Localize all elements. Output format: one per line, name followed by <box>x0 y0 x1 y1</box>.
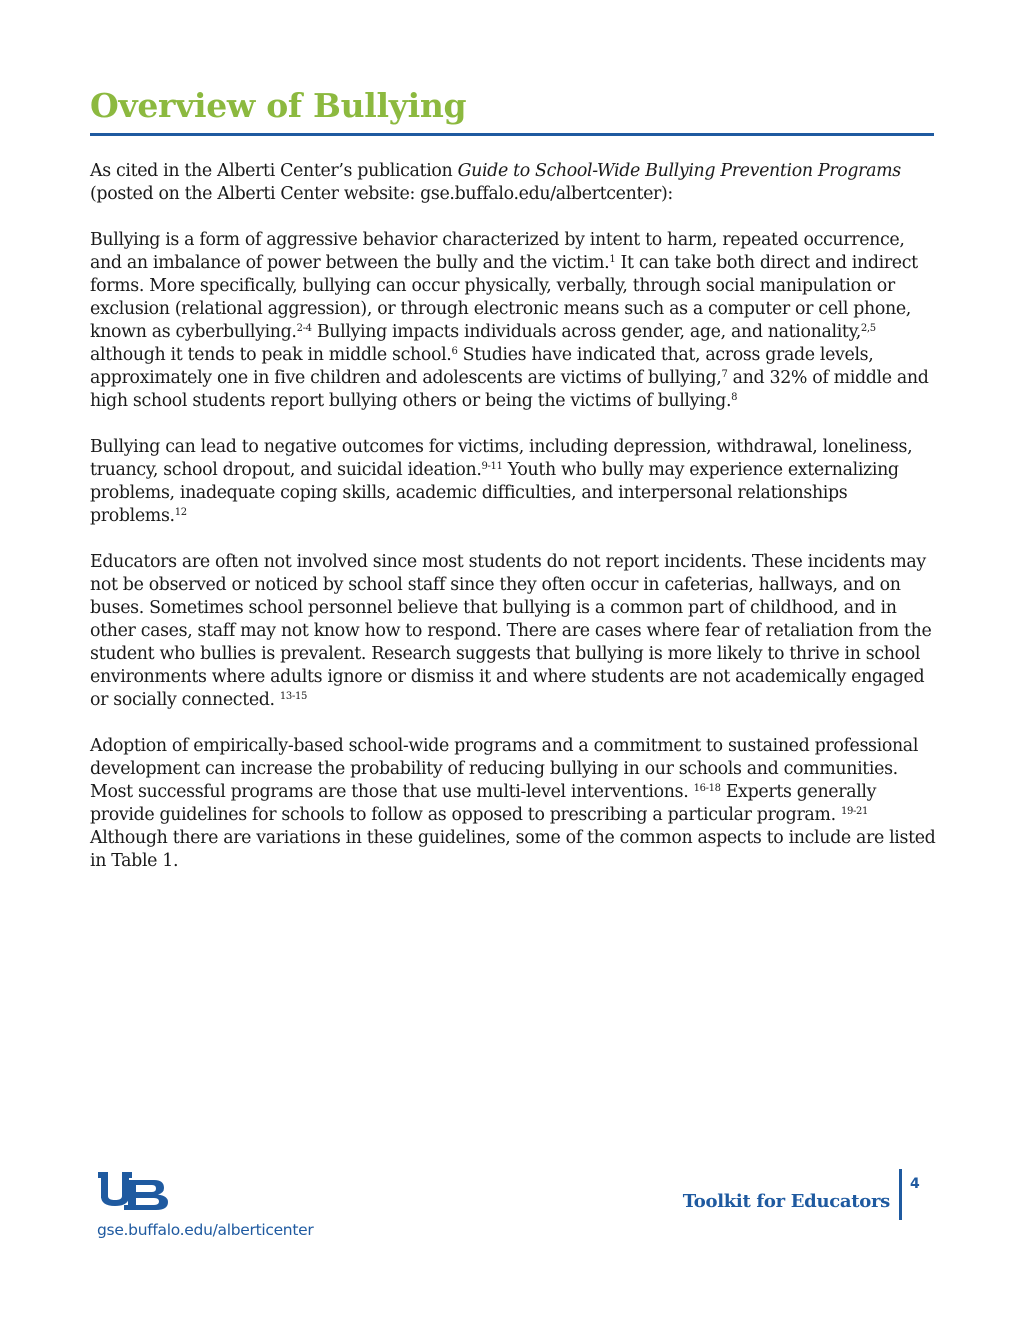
paragraph-definition <box>90 229 936 413</box>
paragraph-text: Although there are variations in these guidelines, some of the common aspects to include are listed in Table 1. <box>90 828 936 871</box>
page-number: 4 <box>910 1176 920 1192</box>
publication-title: Guide to School-Wide Bullying Prevention Programs <box>457 161 901 181</box>
document-body <box>90 160 936 896</box>
paragraph-text: Educators are often not involved since most students do not report incidents. These incidents may not be observed or noticed by school staff since they often occur in cafeterias, hallways, and on buses. Sometimes school personnel believe that bullying is a common part of childhood, and in other cases, staff may not know how to respond. There are cases where fear of retaliation from the student who bullies is prevalent. Research suggests that bullying is more likely to thrive in school environments where adults ignore or dismiss it and where students are not academically engaged or socially connected. <box>90 552 932 710</box>
paragraph-text: and 32% of middle and high school students report bullying others or being the victims of bullying. <box>90 368 929 411</box>
footer-divider <box>899 1169 902 1220</box>
paragraph-text: Youth who bully may experience externalizing problems, inadequate coping skills, academic difficulties, and interpersonal relationships problems. <box>90 460 899 526</box>
intro-paragraph <box>90 160 936 206</box>
paragraph-text: Bullying impacts individuals across gender, age, and nationality, <box>311 322 861 342</box>
citation-ref: 19-21 <box>840 806 869 817</box>
citation-ref: 2,5 <box>860 323 876 334</box>
title-divider <box>90 133 934 136</box>
citation-ref: 7 <box>721 369 728 380</box>
paragraph-text: Studies have indicated that, across grade levels, approximately one in five children and adolescents are victims of bullying, <box>90 345 874 388</box>
citation-ref: 12 <box>174 507 187 518</box>
paragraph-text: Experts generally provide guidelines for schools to follow as opposed to prescribing a particular program. <box>90 782 877 825</box>
paragraph-text: Adoption of empirically-based school-wide programs and a commitment to sustained professional development can increase the probability of reducing bullying in our schools and communities. Most successful programs are those that use multi-level interventions. <box>90 736 919 802</box>
paragraph-text: It can take both direct and indirect forms. More specifically, bullying can occur physically, verbally, through social manipulation or exclusion (relational aggression), or through electronic means such as a computer or cell phone, known as cyberbullying. <box>90 253 918 342</box>
page-title: Overview of Bullying <box>90 86 467 125</box>
intro-text-after: (posted on the Alberti Center website: gse.buffalo.edu/albertcenter): <box>90 184 673 204</box>
paragraph-text: although it tends to peak in middle school. <box>90 345 452 365</box>
citation-ref: 1 <box>609 254 616 265</box>
citation-ref: 9-11 <box>481 461 503 472</box>
paragraph-text: Bullying can lead to negative outcomes for victims, including depression, withdrawal, loneliness, truancy, school dropout, and suicidal ideation. <box>90 437 913 480</box>
paragraph-programs <box>90 735 936 873</box>
citation-ref: 16-18 <box>693 783 721 794</box>
paragraph-educators <box>90 551 936 712</box>
citation-ref: 6 <box>451 346 458 357</box>
toolkit-label: Toolkit for Educators <box>682 1191 890 1212</box>
paragraph-outcomes <box>90 436 936 528</box>
citation-ref: 13-15 <box>279 691 308 702</box>
citation-ref: 8 <box>731 392 738 403</box>
ub-logo-icon <box>98 1170 172 1212</box>
intro-text: As cited in the Alberti Center’s publication <box>90 161 458 181</box>
paragraph-text: Bullying is a form of aggressive behavior characterized by intent to harm, repeated occurrence, and an imbalance of power between the bully and the victim. <box>90 230 905 273</box>
citation-ref: 2-4 <box>296 323 312 334</box>
footer-url[interactable]: gse.buffalo.edu/alberticenter <box>97 1221 314 1239</box>
